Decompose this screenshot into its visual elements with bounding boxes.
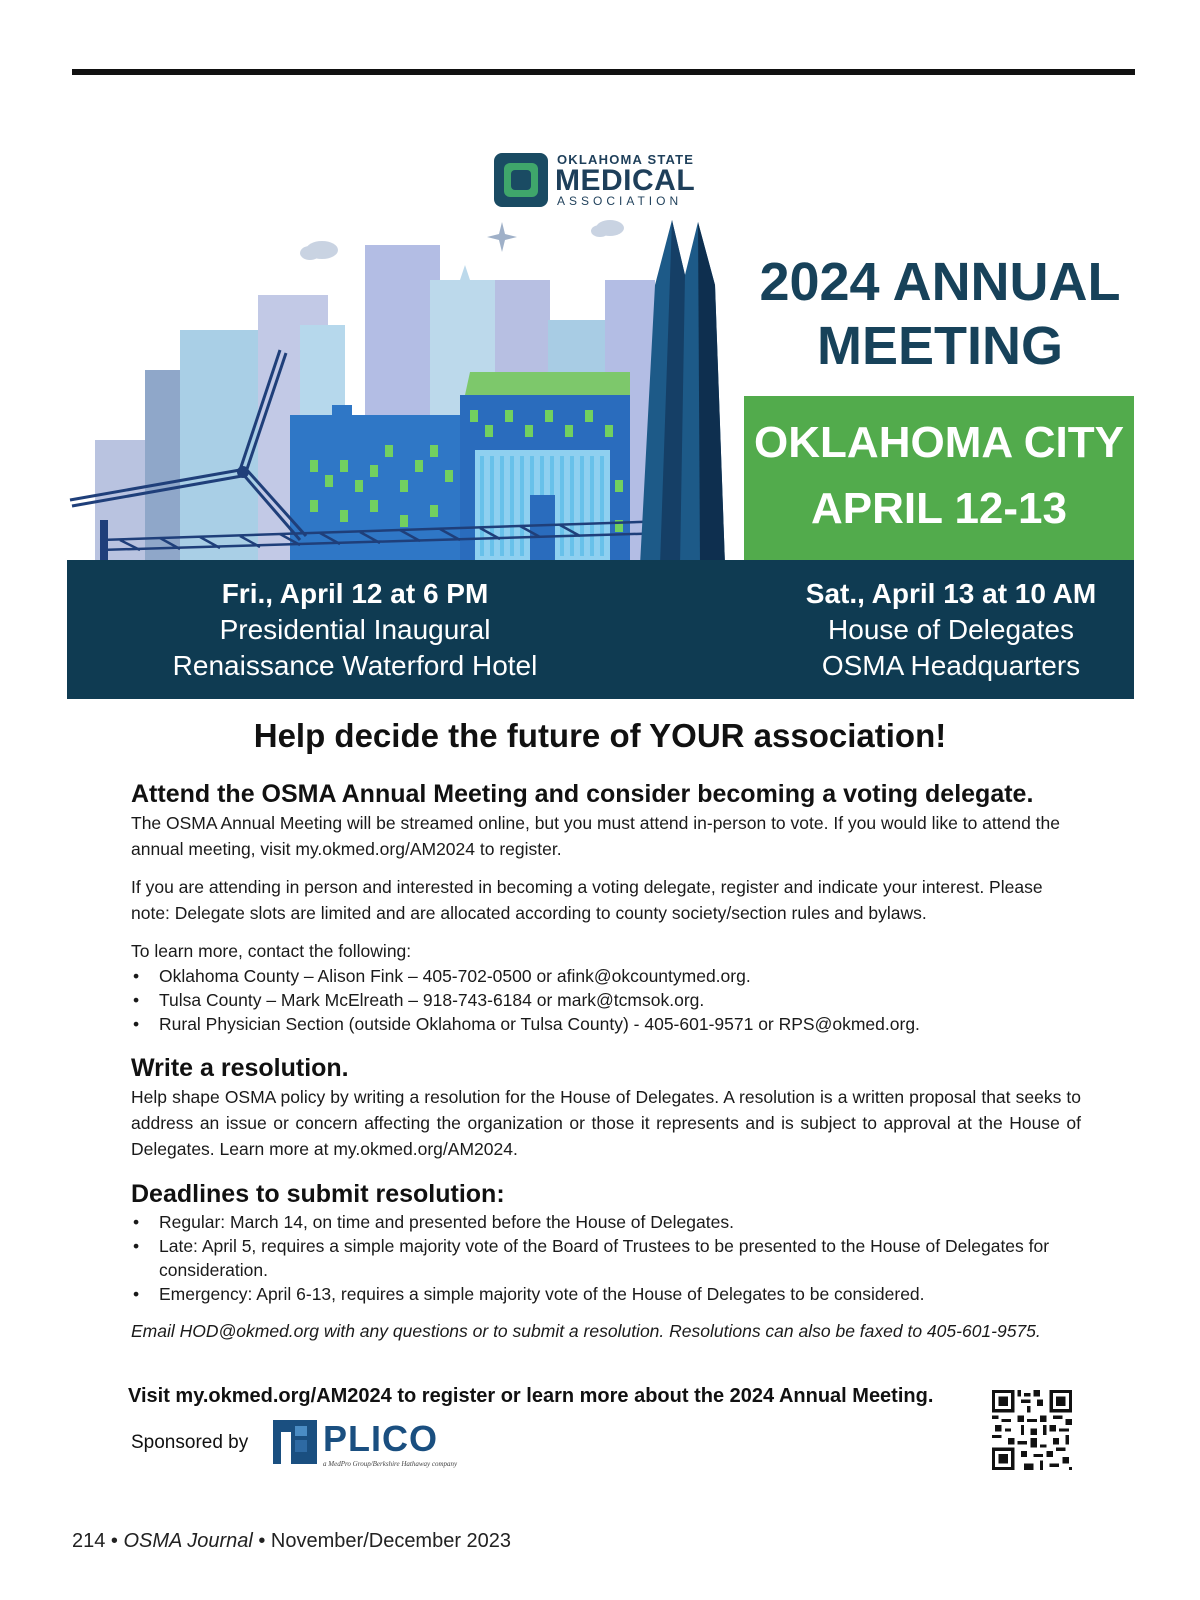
location-banner bbox=[744, 396, 1134, 560]
sponsor-label: Sponsored by bbox=[131, 1432, 249, 1453]
main-title: Help decide the future of YOUR association! bbox=[253, 717, 947, 754]
deadlines-heading: Deadlines to submit resolution: bbox=[131, 1180, 505, 1208]
plico-logo bbox=[273, 1420, 483, 1470]
logo-line3: ASSOCIATION bbox=[557, 194, 683, 208]
deadlines-list bbox=[131, 1210, 1081, 1306]
contact-intro: To learn more, contact the following: bbox=[131, 941, 412, 961]
email-note: Email HOD@okmed.org with any questions or to submit a resolution. Resolutions can also be faxed to 405-601-9575. bbox=[131, 1321, 1041, 1341]
plico-tagline: a MedPro Group/Berkshire Hathaway company bbox=[323, 1460, 458, 1468]
contact-rural-physician: • Rural Physician Section (outside Oklahoma or Tulsa County) - 405-601-9571 or RPS@okmed.org. bbox=[131, 1012, 1081, 1036]
qr-code-icon[interactable] bbox=[992, 1390, 1072, 1470]
friday-event-title: Presidential Inaugural bbox=[219, 614, 491, 645]
date-label: APRIL 12-13 bbox=[811, 484, 1067, 533]
city-skyline-illustration bbox=[60, 220, 750, 565]
attend-heading: Attend the OSMA Annual Meeting and consider becoming a voting delegate. bbox=[131, 780, 1034, 808]
friday-event-time: Fri., April 12 at 6 PM bbox=[221, 578, 489, 609]
resolution-body: Help shape OSMA policy by writing a resolution for the House of Delegates. A resolution is a written proposal that seeks to address an issue or concern affecting the organization or those it represents and is subject to approval at the House of Delegates. Learn more at my.okmed.org/AM2024. bbox=[131, 1087, 1081, 1159]
plico-wordmark: PLICO bbox=[323, 1418, 439, 1459]
page-number: 214 • bbox=[72, 1530, 118, 1552]
friday-event-venue: Renaissance Waterford Hotel bbox=[172, 650, 538, 681]
contact-tulsa-county: • Tulsa County – Mark McElreath – 918-743-6184 or mark@tcmsok.org. bbox=[131, 988, 1081, 1012]
osma-logo bbox=[494, 150, 734, 210]
article-body bbox=[131, 778, 1081, 1344]
deadline-emergency: • Emergency: April 6-13, requires a simple majority vote of the House of Delegates to be considered. bbox=[131, 1282, 1081, 1306]
friday-event bbox=[135, 576, 575, 684]
page-footer bbox=[72, 1530, 511, 1553]
saturday-event-title: House of Delegates bbox=[828, 614, 1074, 645]
logo-line2: MEDICAL bbox=[555, 164, 696, 197]
visit-callout: Visit my.okmed.org/AM2024 to register or learn more about the 2024 Annual Meeting. bbox=[128, 1385, 934, 1407]
attend-paragraph-2: If you are attending in person and interested in becoming a voting delegate, register and indicate your interest. Please note: Delegate slots are limited and are allocated according to county society/section rules and bylaws. bbox=[131, 877, 1043, 923]
logo-line1: OKLAHOMA STATE bbox=[557, 152, 695, 167]
issue-date: • November/December 2023 bbox=[258, 1530, 512, 1552]
headline-line2: MEETING bbox=[816, 316, 1063, 376]
deadline-regular: • Regular: March 14, on time and presented before the House of Delegates. bbox=[131, 1210, 1081, 1234]
meeting-headline bbox=[740, 250, 1140, 378]
saturday-event-venue: OSMA Headquarters bbox=[821, 650, 1081, 681]
contact-oklahoma-county: • Oklahoma County – Alison Fink – 405-702-0500 or afink@okcountymed.org. bbox=[131, 964, 1081, 988]
top-rule bbox=[72, 69, 1135, 75]
journal-name: OSMA Journal bbox=[123, 1530, 253, 1552]
saturday-event-time: Sat., April 13 at 10 AM bbox=[805, 578, 1097, 609]
resolution-heading: Write a resolution. bbox=[131, 1054, 349, 1082]
attend-paragraph-1: The OSMA Annual Meeting will be streamed online, but you must attend in-person to vote. If you would like to attend the annual meeting, visit my.okmed.org/AM2024 to register. bbox=[131, 813, 1061, 859]
osma-logo-mark-icon bbox=[494, 153, 548, 207]
contact-list bbox=[131, 964, 1081, 1036]
saturday-event bbox=[801, 576, 1101, 684]
deadline-late: • Late: April 5, requires a simple majority vote of the Board of Trustees to be presented to the House of Delegates for consideration. bbox=[131, 1234, 1081, 1282]
events-banner bbox=[67, 560, 1134, 699]
headline-line1: 2024 ANNUAL bbox=[759, 252, 1121, 312]
plico-mark-icon bbox=[273, 1420, 317, 1464]
city-label: OKLAHOMA CITY bbox=[754, 418, 1124, 467]
